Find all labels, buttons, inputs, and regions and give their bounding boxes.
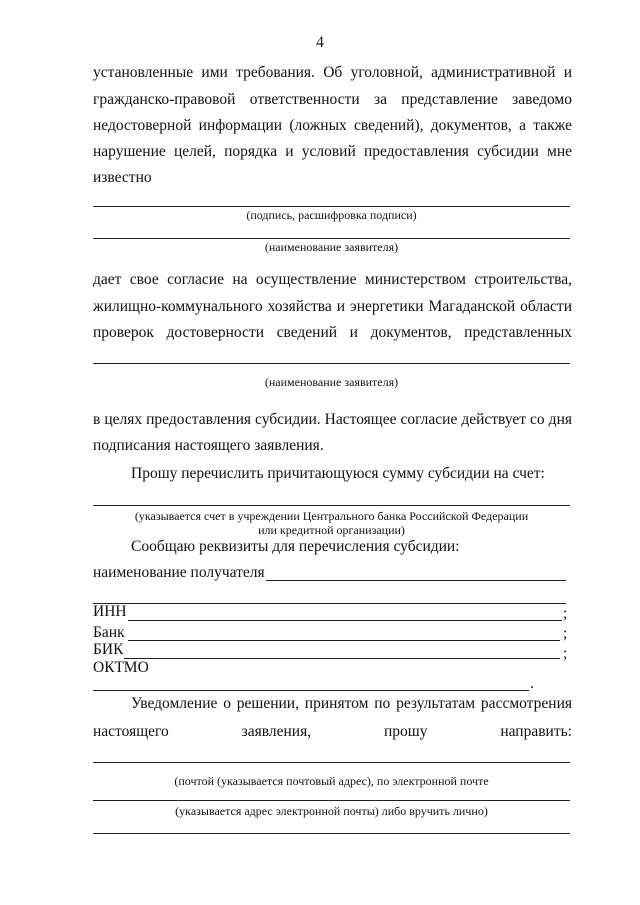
paragraph-line: известно — [93, 169, 152, 186]
applicant-name-line — [93, 363, 570, 364]
applicant-name-caption: (наименование заявителя) — [264, 240, 399, 254]
paragraph-line: проверок достоверности сведений и документов, представленных — [93, 324, 572, 341]
paragraph-line: подписания настоящего заявления. — [93, 437, 324, 454]
oktmo-label: ОКТМО — [93, 659, 149, 676]
bik-semicolon: ; — [563, 645, 568, 662]
signature-line — [93, 206, 570, 207]
transfer-request-text: Прошу перечислить причитающуюся сумму субсидии на счет: — [131, 465, 545, 482]
paragraph-line: дает свое согласие на осуществление министерством строительства, — [93, 271, 572, 288]
bik-label: БИК — [93, 641, 124, 658]
account-line — [93, 505, 570, 506]
inn-label: ИНН — [93, 603, 127, 620]
paragraph-line: нарушение целей, порядка и условий предоставления субсидии мне — [93, 143, 572, 160]
notification-line: настоящего заявления, прошу направить: — [93, 723, 572, 740]
bik-field-line — [124, 658, 560, 659]
oktmo-field-line — [93, 690, 529, 691]
inn-semicolon: ; — [563, 605, 568, 622]
requisites-intro: Сообщаю реквизиты для перечисления субсидии: — [131, 538, 460, 555]
delivery-method-line — [93, 833, 570, 834]
bank-field-line — [128, 640, 560, 641]
paragraph-line: жилищно-коммунального хозяйства и энергетики Магаданской области — [93, 298, 572, 315]
account-caption: или кредитной организации) — [258, 523, 405, 537]
paragraph-line: недостоверной информации (ложных сведений), документов, а также — [93, 117, 572, 134]
bank-label: Банк — [93, 624, 125, 641]
paragraph-line: гражданско-правовой ответственности за представление заведомо — [93, 91, 572, 108]
blank-field-line — [93, 603, 566, 604]
signature-caption: (подпись, расшифровка подписи) — [246, 208, 417, 222]
recipient-label: наименование получателя — [93, 564, 265, 581]
postal-address-line — [93, 762, 570, 763]
notification-line: Уведомление о решении, принятом по результатам рассмотрения — [131, 695, 572, 712]
applicant-name-caption: (наименование заявителя) — [264, 375, 399, 389]
paragraph-line: в целях предоставления субсидии. Настоящее согласие действует со дня — [93, 411, 572, 428]
account-caption: (указывается счет в учреждении Центрального банка Российской Федерации — [134, 509, 529, 523]
page-number: 4 — [316, 34, 324, 51]
recipient-field-line — [266, 580, 566, 581]
paragraph-line: установленные ими требования. Об уголовной, административной и — [93, 64, 572, 81]
inn-field-line — [128, 620, 562, 621]
email-address-line — [93, 800, 570, 801]
oktmo-period: . — [530, 675, 534, 692]
postal-caption: (почтой (указывается почтовый адрес), по электронной почте — [174, 774, 489, 788]
email-caption: (указывается адрес электронной почты) либо вручить лично) — [175, 804, 488, 818]
applicant-name-line — [93, 238, 570, 239]
bank-semicolon: ; — [563, 625, 568, 642]
